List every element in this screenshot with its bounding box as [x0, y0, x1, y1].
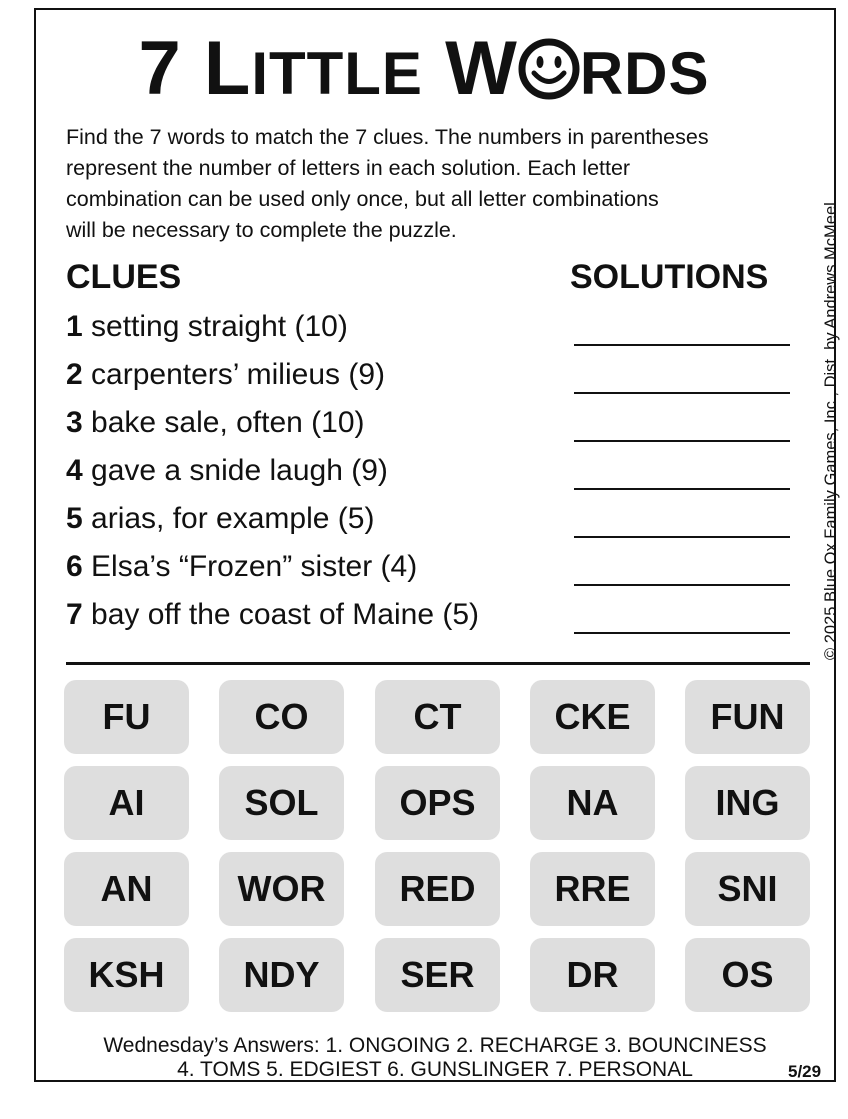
solution-blank-6[interactable] — [574, 584, 790, 586]
instructions-line: represent the number of letters in each solution. Each letter — [66, 156, 631, 180]
clue-6 — [66, 550, 417, 584]
letter-tile[interactable]: WOR — [219, 852, 344, 926]
letter-tile[interactable]: SER — [375, 938, 500, 1012]
letter-tile[interactable]: NDY — [219, 938, 344, 1012]
letter-tile[interactable]: RRE — [530, 852, 655, 926]
solution-blank-4[interactable] — [574, 488, 790, 490]
solutions-heading: SOLUTIONS — [570, 258, 769, 296]
letter-tile[interactable]: OPS — [375, 766, 500, 840]
clue-1 — [66, 310, 348, 344]
letter-tile[interactable]: AI — [64, 766, 189, 840]
letter-tile[interactable]: OS — [685, 938, 810, 1012]
letter-tile[interactable]: FU — [64, 680, 189, 754]
solution-blank-2[interactable] — [574, 392, 790, 394]
clue-text: arias, for example (5) — [82, 502, 375, 535]
solution-blank-5[interactable] — [574, 536, 790, 538]
solution-blank-3[interactable] — [574, 440, 790, 442]
copyright-credit: © 2025 Blue Ox Family Games, Inc., Dist. by Andrews McMeel — [822, 202, 840, 660]
clue-2 — [66, 358, 385, 392]
letter-tile[interactable]: SOL — [219, 766, 344, 840]
letter-tile[interactable]: CO — [219, 680, 344, 754]
instructions-line: combination can be used only once, but all letter combinations — [66, 187, 659, 211]
letter-tile-grid — [64, 680, 812, 1012]
clues-heading: CLUES — [66, 258, 182, 296]
clue-text: setting straight (10) — [82, 310, 348, 343]
answers-line-2: 4. TOMS 5. EDGIEST 6. GUNSLINGER 7. PERSONAL — [177, 1058, 693, 1081]
letter-tile[interactable]: FUN — [685, 680, 810, 754]
clue-number: 4 — [66, 454, 83, 487]
instructions-line: Find the 7 words to match the 7 clues. The numbers in parentheses — [66, 125, 709, 149]
letter-tile[interactable]: KSH — [64, 938, 189, 1012]
title-part-2: ITTLE — [251, 40, 423, 107]
clue-4 — [66, 454, 388, 488]
clue-7 — [66, 598, 479, 632]
title-part-4: RDS — [579, 40, 710, 107]
clue-text: bake sale, often (10) — [82, 406, 365, 439]
clue-number: 7 — [66, 598, 83, 631]
instructions — [66, 122, 814, 246]
letter-tile[interactable]: CT — [375, 680, 500, 754]
clue-number: 1 — [66, 310, 83, 343]
letter-tile[interactable]: ING — [685, 766, 810, 840]
letter-tile[interactable]: RED — [375, 852, 500, 926]
title-part-3: W — [422, 26, 518, 111]
previous-answers — [36, 1034, 834, 1082]
clue-number: 3 — [66, 406, 83, 439]
clue-5 — [66, 502, 374, 536]
letter-tile[interactable]: CKE — [530, 680, 655, 754]
puzzle-title — [0, 26, 848, 117]
solution-blank-7[interactable] — [574, 632, 790, 634]
instructions-line: will be necessary to complete the puzzle. — [66, 218, 457, 242]
divider — [66, 662, 810, 665]
clue-text: bay off the coast of Maine (5) — [82, 598, 480, 631]
solution-blank-1[interactable] — [574, 344, 790, 346]
title-part-1: 7 L — [138, 26, 252, 111]
letter-tile[interactable]: SNI — [685, 852, 810, 926]
letter-tile[interactable]: DR — [530, 938, 655, 1012]
letter-tile[interactable]: NA — [530, 766, 655, 840]
clue-number: 5 — [66, 502, 83, 535]
clue-number: 6 — [66, 550, 83, 583]
puzzle-date: 5/29 — [788, 1062, 822, 1081]
letter-tile[interactable]: AN — [64, 852, 189, 926]
clue-text: gave a snide laugh (9) — [82, 454, 388, 487]
clue-text: carpenters’ milieus (9) — [82, 358, 386, 391]
clue-3 — [66, 406, 365, 440]
answers-line-1: Wednesday’s Answers: 1. ONGOING 2. RECHARGE 3. BOUNCINESS — [103, 1034, 767, 1057]
smiley-face-icon — [518, 38, 580, 100]
clue-text: Elsa’s “Frozen” sister (4) — [82, 550, 418, 583]
clue-number: 2 — [66, 358, 83, 391]
